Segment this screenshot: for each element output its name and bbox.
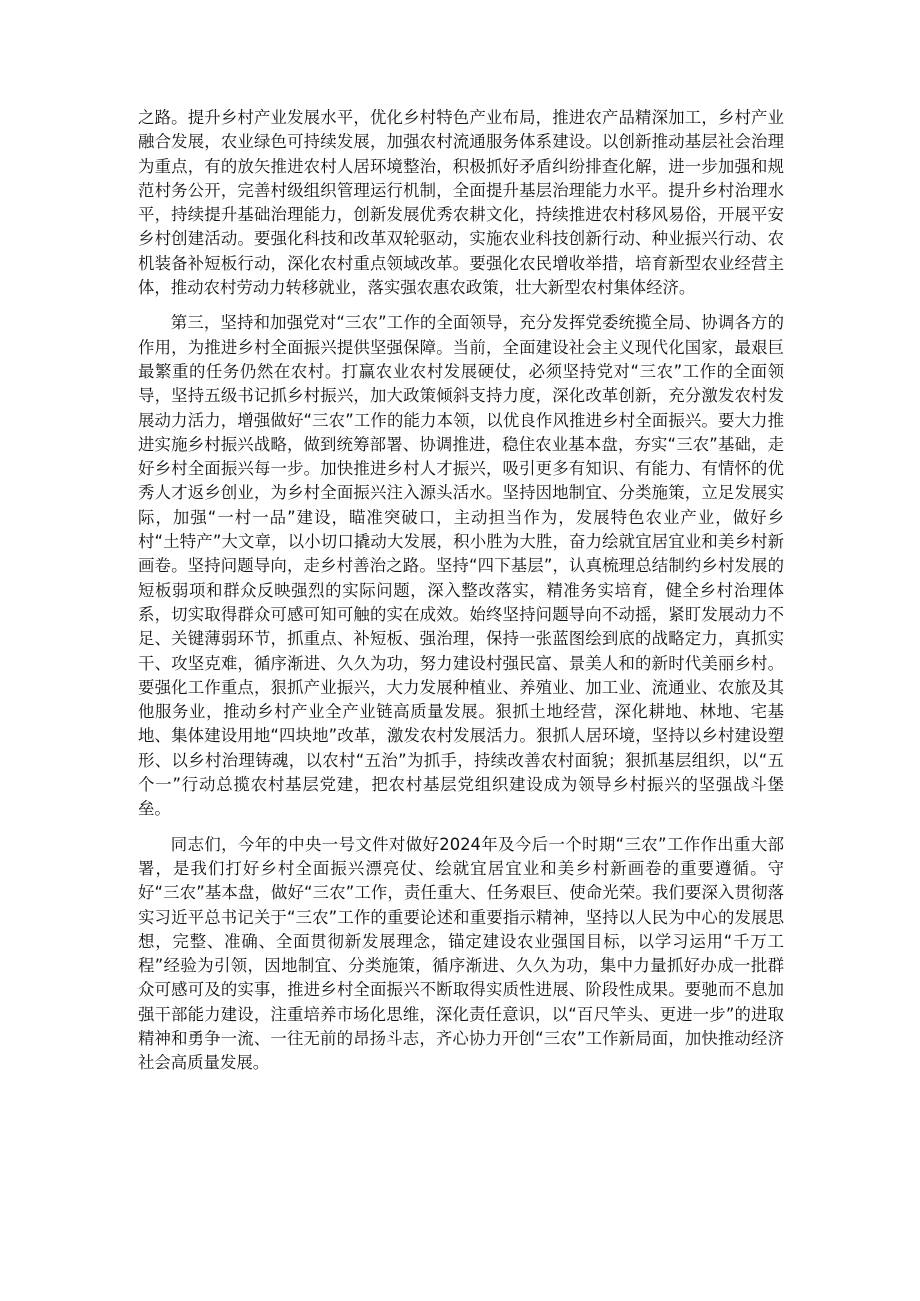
paragraph-2: 第三，坚持和加强党对“三农”工作的全面领导，充分发挥党委统揽全局、协调各方的作用，为推进乡村全面振兴提供坚强保障。当前，全面建设社会主义现代化国家，最艰巨最繁重的任务仍然在农村。打赢农业农村发展硬仗，必须坚持党对“三农”工作的全面领导，坚持五级书记抓乡村振兴，加大政策倾斜支持力度，深化改革创新，充分激发农村发展动力活力，增强做好“三农”工作的能力本领，以优良作风推进乡村全面振兴。要大力推进实施乡村振兴战略，做到统筹部署、协调推进，稳住农业基本盘，夯实“三农”基础，走好乡村全面振兴每一步。加快推进乡村人才振兴，吸引更多有知识、有能力、有情怀的优秀人才返乡创业，为乡村全面振兴注入源头活水。坚持因地制宜、分类施策，立足发展实际，加强“一村一品”建设，瞄准突破口，主动担当作为，发展特色农业产业，做好乡村“土特产”大文章，以小切口撬动大发展，积小胜为大胜，奋力绘就宜居宜业和美乡村新画卷。坚持问题导向，走乡村善治之路。坚持“四下基层”，认真梳理总结制约乡村发展的短板弱项和群众反映强烈的实际问题，深入整改落实，精准务实培育，健全乡村治理体系，切实取得群众可感可知可触的实在成效。始终坚持问题导向不动摇，紧盯发展动力不足、关键薄弱环节，抓重点、补短板、强治理，保持一张蓝图绘到底的战略定力，真抓实干、攻坚克难，循序渐进、久久为功，努力建设村强民富、景美人和的新时代美丽乡村。要强化工作重点，狠抓产业振兴，大力发展种植业、养殖业、加工业、流通业、农旅及其他服务业，推动乡村产业全产业链高质量发展。狠抓土地经营，深化耕地、林地、宅基地、集体建设用地“四块地”改革，激发农村发展活力。狠抓人居环境，坚持以乡村建设塑形、以乡村治理铸魂，以农村“五治”为抓手，持续改善农村面貌；狠抓基层组织，以“五个一”行动总揽农村基层党建，把农村基层党组织建设成为领导乡村振兴的坚强战斗堡垒。 <box>138 313 784 819</box>
paragraph-3: 同志们，今年的中央一号文件对做好2024年及今后一个时期“三农”工作作出重大部署，是我们打好乡村全面振兴漂亮仗、绘就宜居宜业和美乡村新画卷的重要遵循。守好“三农”基本盘，做好“三农”工作，责任重大、任务艰巨、使命光荣。我们要深入贯彻落实习近平总书记关于“三农”工作的重要论述和重要指示精神，坚持以人民为中心的发展思想，完整、准确、全面贯彻新发展理念，锚定建设农业强国目标，以学习运用“千万工程”经验为引领，因地制宜、分类施策，循序渐进、久久为功，集中力量抓好办成一批群众可感可及的实事，推进乡村全面振兴不断取得实质性进展、阶段性成果。要驰而不息加强干部能力建设，注重培养市场化思维，深化责任意识，以“百尺竿头、更进一步”的进取精神和勇争一流、一往无前的昂扬斗志，齐心协力开创“三农”工作新局面，加快推动经济社会高质量发展。 <box>138 834 784 1073</box>
paragraph-1: 之路。提升乡村产业发展水平，优化乡村特色产业布局，推进农产品精深加工，乡村产业融合发展，农业绿色可持续发展，加强农村流通服务体系建设。以创新推动基层社会治理为重点，有的放矢推进农村人居环境整治，积极抓好矛盾纠纷排查化解，进一步加强和规范村务公开，完善村级组织管理运行机制，全面提升基层治理能力水平。提升乡村治理水平，持续提升基础治理能力，创新发展优秀农耕文化，持续推进农村移风易俗，开展平安乡村创建活动。要强化科技和改革双轮驱动，实施农业科技创新行动、种业振兴行动、农机装备补短板行动，深化农村重点领域改革。要强化农民增收举措，培育新型农业经营主体，推动农村劳动力转移就业，落实强农惠农政策，壮大新型农村集体经济。 <box>138 108 784 298</box>
document-body <box>138 106 784 1076</box>
